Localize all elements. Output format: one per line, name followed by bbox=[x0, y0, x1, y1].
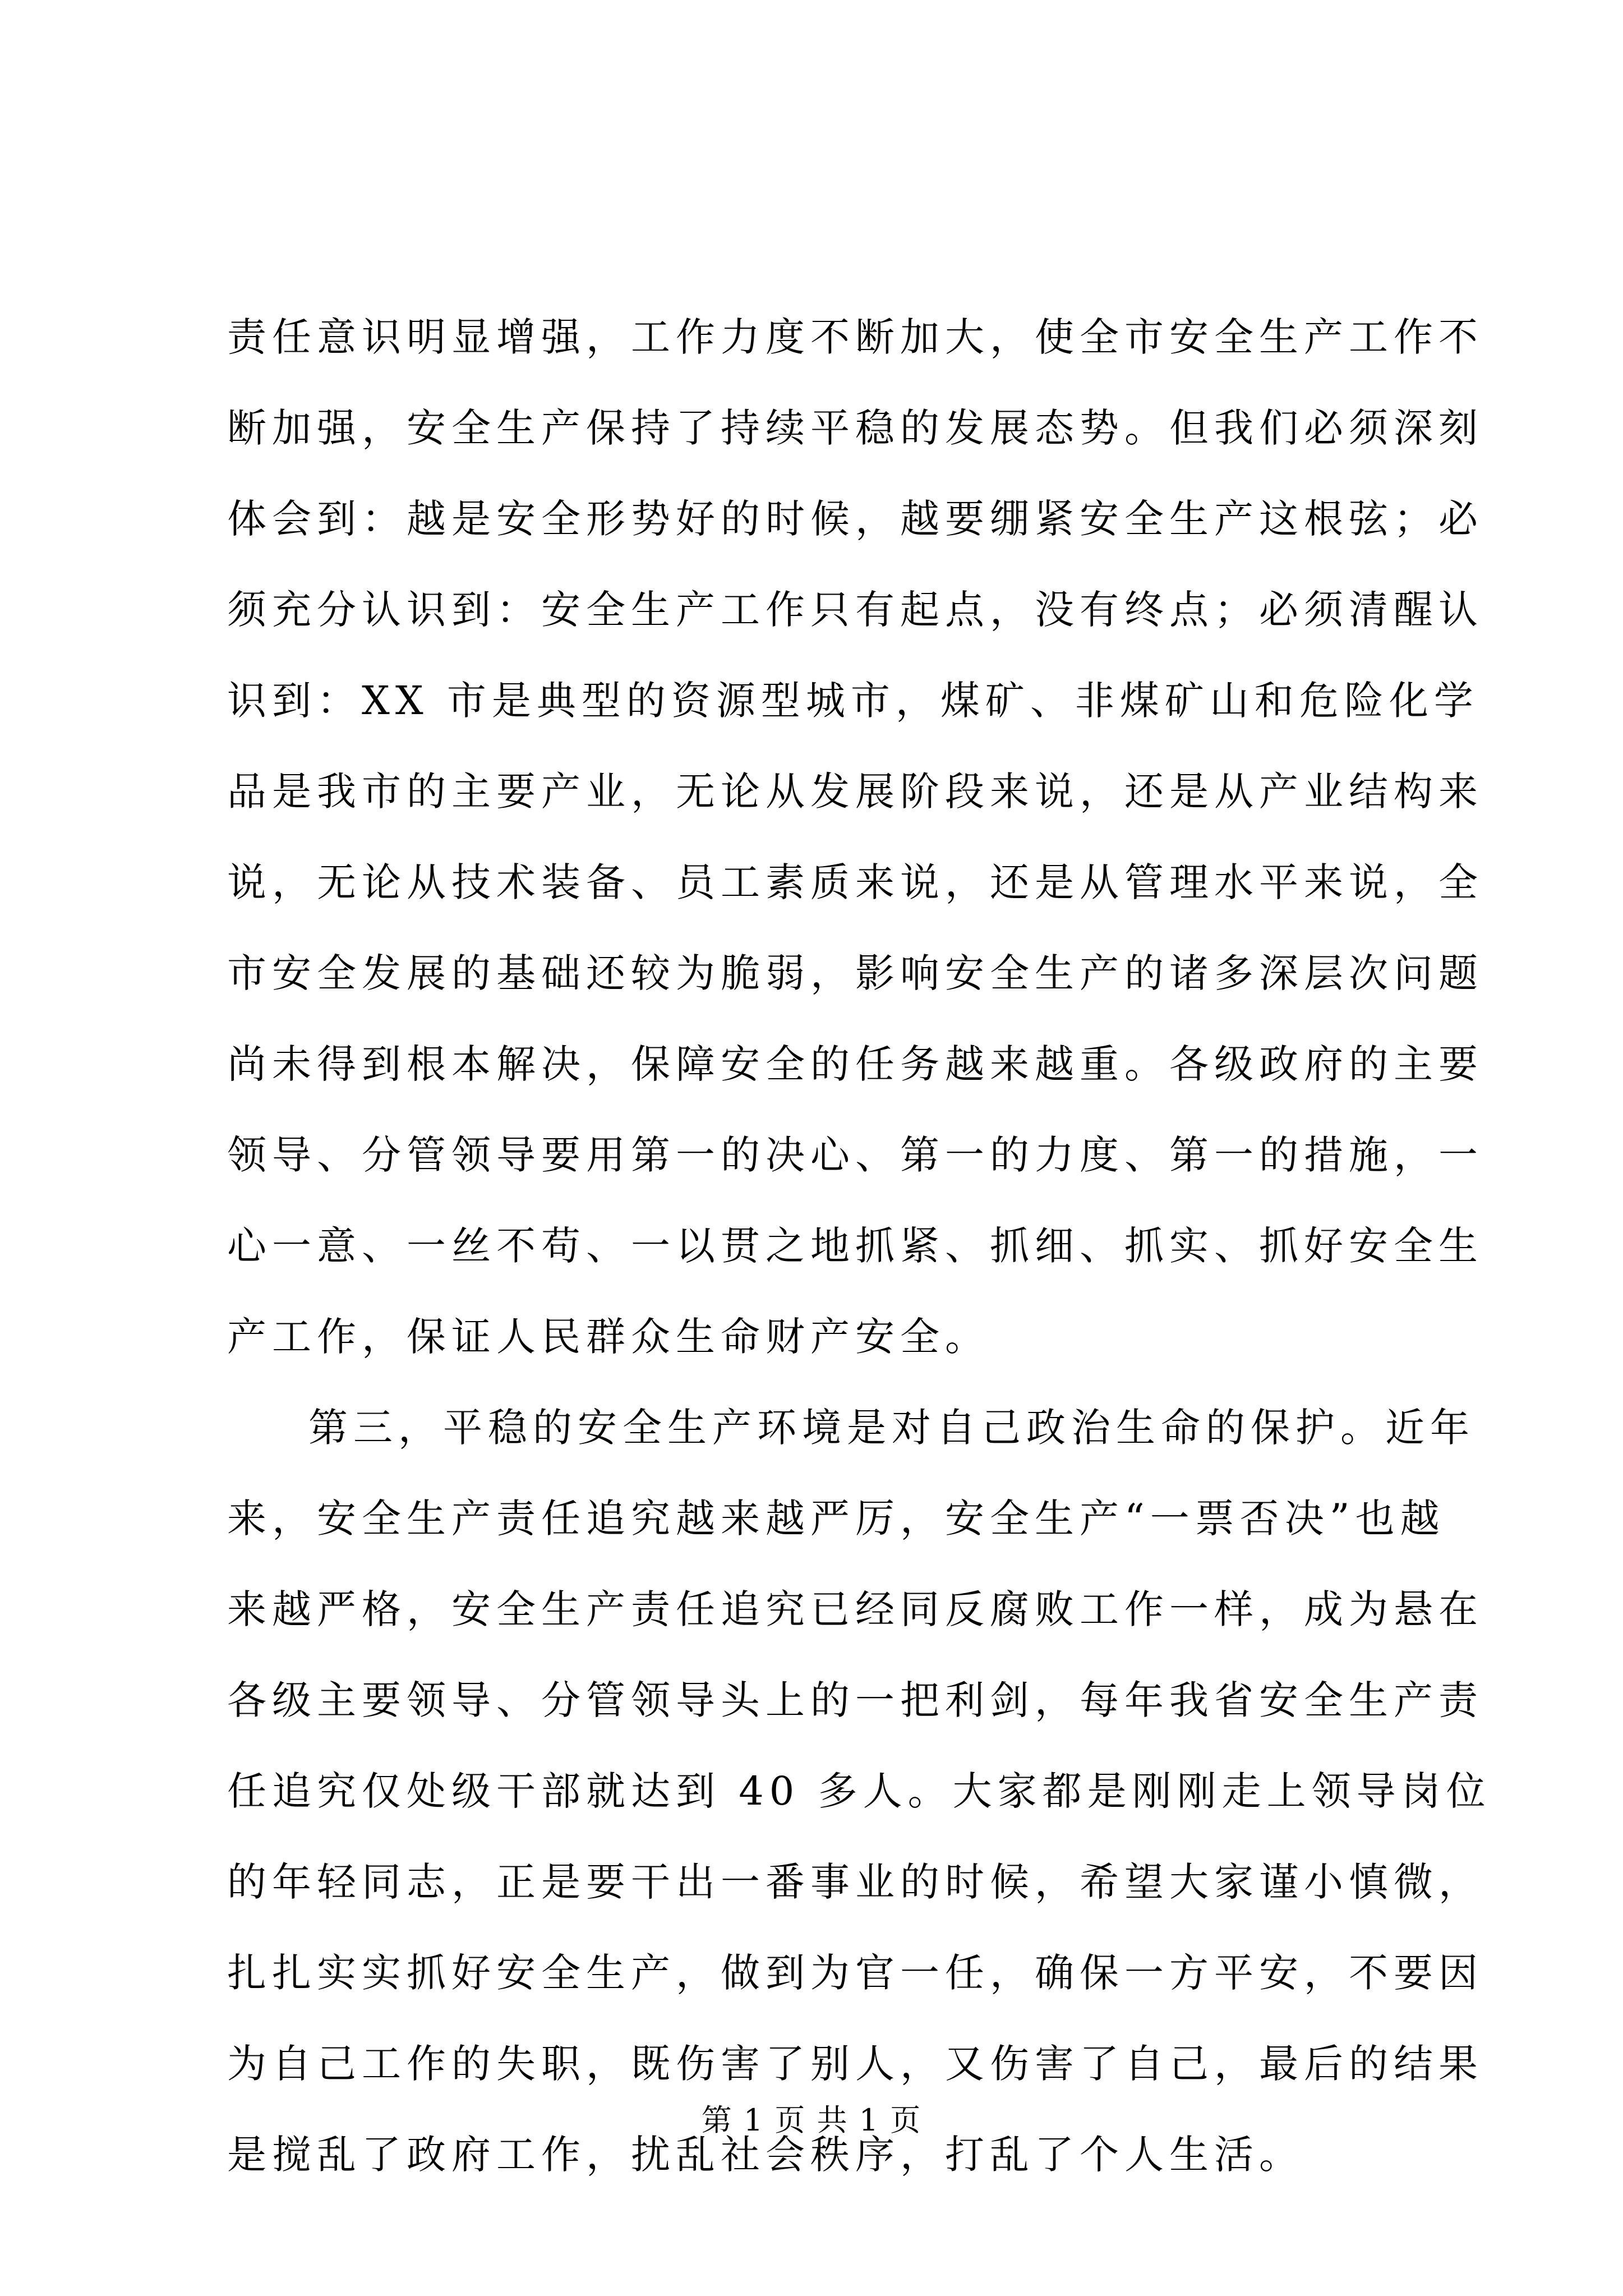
paragraph-line: 说，无论从技术装备、员工素质来说，还是从管理水平来说，全 bbox=[227, 859, 1483, 905]
paragraph-line: 心一意、一丝不苟、一以贯之地抓紧、抓细、抓实、抓好安全生 bbox=[227, 1223, 1483, 1269]
paragraph-line: 市安全发展的基础还较为脆弱，影响安全生产的诸多深层次问题 bbox=[227, 950, 1483, 996]
paragraph-line: 是搅乱了政府工作，扰乱社会秩序，打乱了个人生活。 bbox=[227, 2132, 1304, 2178]
paragraph-line: 体会到：越是安全形势好的时候，越要绷紧安全生产这根弦；必 bbox=[227, 496, 1483, 542]
paragraph-line: 识到：XX 市是典型的资源型城市，煤矿、非煤矿山和危险化学 bbox=[227, 678, 1479, 724]
paragraph-line: 来，安全生产责任追究越来越严厉，安全生产“一票否决”也越 bbox=[227, 1496, 1445, 1542]
paragraph-line: 责任意识明显增强，工作力度不断加大，使全市安全生产工作不 bbox=[227, 314, 1483, 360]
paragraph-line: 领导、分管领导要用第一的决心、第一的力度、第一的措施，一 bbox=[227, 1132, 1483, 1178]
paragraph-line: 品是我市的主要产业，无论从发展阶段来说，还是从产业结构来 bbox=[227, 769, 1483, 815]
paragraph-line: 断加强，安全生产保持了持续平稳的发展态势。但我们必须深刻 bbox=[227, 405, 1483, 451]
paragraph-line: 产工作，保证人民群众生命财产安全。 bbox=[227, 1314, 990, 1360]
page-number-label: 第 1 页 共 1 页 bbox=[701, 2102, 922, 2138]
paragraph-line: 尚未得到根本解决，保障安全的任务越来越重。各级政府的主要 bbox=[227, 1041, 1483, 1087]
paragraph-line: 第三，平稳的安全生产环境是对自己政治生命的保护。近年 bbox=[308, 1405, 1475, 1451]
page-footer bbox=[0, 2101, 1623, 2140]
document-body bbox=[227, 292, 1491, 2200]
paragraph-line: 来越严格，安全生产责任追究已经同反腐败工作一样，成为悬在 bbox=[227, 1586, 1483, 1632]
paragraph-line: 的年轻同志，正是要干出一番事业的时候，希望大家谨小慎微， bbox=[227, 1859, 1483, 1905]
paragraph-line: 须充分认识到：安全生产工作只有起点，没有终点；必须清醒认 bbox=[227, 587, 1483, 633]
paragraph-line: 各级主要领导、分管领导头上的一把利剑，每年我省安全生产责 bbox=[227, 1677, 1483, 1723]
paragraph-line: 扎扎实实抓好安全生产，做到为官一任，确保一方平安，不要因 bbox=[227, 1950, 1483, 1996]
paragraph-line: 任追究仅处级干部就达到 40 多人。大家都是刚刚走上领导岗位 bbox=[227, 1768, 1491, 1814]
paragraph-line: 为自己工作的失职，既伤害了别人，又伤害了自己，最后的结果 bbox=[227, 2041, 1483, 2087]
